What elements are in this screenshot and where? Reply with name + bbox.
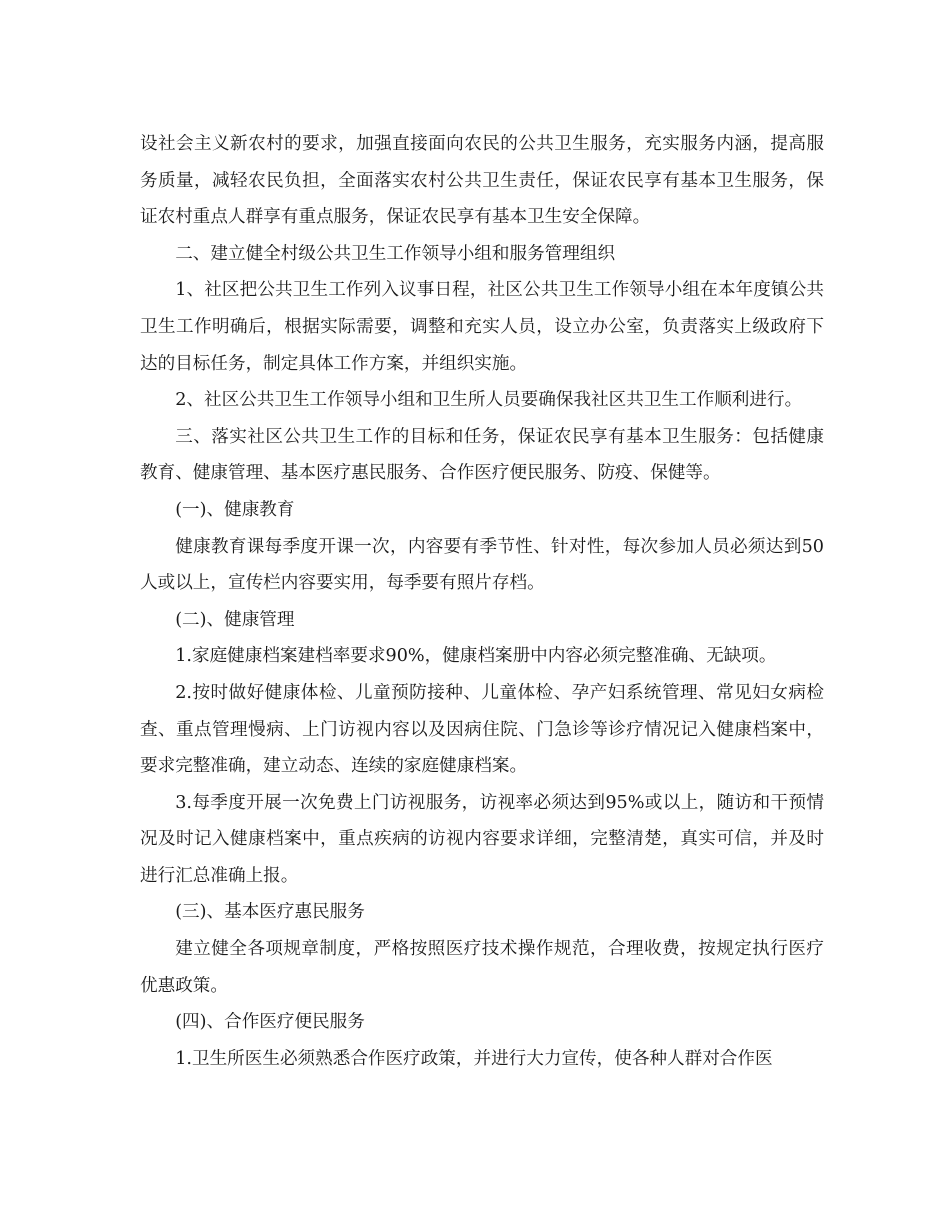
subheading-cooperative-medical: (四)、合作医疗便民服务 <box>175 1012 365 1033</box>
subheading-health-management: (二)、健康管理 <box>175 609 295 630</box>
paragraph-1: 设社会主义新农村的要求，加强直接面向农民的公共卫生服务，充实服务内涵，提高服务质量，减轻农民负担，全面落实农村公共卫生责任，保证农民享有基本卫生服务，保证农村重点人群享有重点服务，保证农民享有基本卫生安全保障。 <box>140 134 824 228</box>
document-body <box>140 126 824 1077</box>
subheading-basic-medical: (三)、基本医疗惠民服务 <box>175 902 365 923</box>
paragraph-3: 1、社区把公共卫生工作列入议事日程，社区公共卫生工作领导小组在本年度镇公共卫生工作明确后，根据实际需要，调整和充实人员，设立办公室，负责落实上级政府下达的目标任务，制定具体工作方案，并组织实施。 <box>140 280 824 374</box>
paragraph-7: 健康教育课每季度开课一次，内容要有季节性、针对性，每次参加人员必须达到50人或以上，宣传栏内容要实用，每季要有照片存档。 <box>140 536 824 594</box>
subheading-health-education: (一)、健康教育 <box>175 499 295 520</box>
paragraph-9: 1.家庭健康档案建档率要求90%，健康档案册中内容必须完整准确、无缺项。 <box>175 646 777 667</box>
paragraph-13: 建立健全各项规章制度，严格按照医疗技术操作规范，合理收费，按规定执行医疗优惠政策。 <box>140 939 824 996</box>
paragraph-4: 2、社区公共卫生工作领导小组和卫生所人员要确保我社区共卫生工作顺利进行。 <box>175 390 803 411</box>
section-heading-2: 二、建立健全村级公共卫生工作领导小组和服务管理组织 <box>175 243 616 264</box>
section-heading-3: 三、落实社区公共卫生工作的目标和任务，保证农民享有基本卫生服务：包括健康教育、健康管理、基本医疗惠民服务、合作医疗便民服务、防疫、保健等。 <box>140 426 824 484</box>
paragraph-10: 2.按时做好健康体检、儿童预防接种、儿童体检、孕产妇系统管理、常见妇女病检查、重点管理慢病、上门访视内容以及因病住院、门急诊等诊疗情况记入健康档案中，要求完整准确，建立动态、连续的家庭健康档案。 <box>140 682 824 777</box>
paragraph-11: 3.每季度开展一次免费上门访视服务，访视率必须达到95%或以上，随访和干预情况及时记入健康档案中，重点疾病的访视内容要求详细，完整清楚，真实可信，并及时进行汇总准确上报。 <box>140 792 824 886</box>
paragraph-15: 1.卫生所医生必须熟悉合作医疗政策，并进行大力宣传，使各种人群对合作医 <box>175 1048 773 1069</box>
